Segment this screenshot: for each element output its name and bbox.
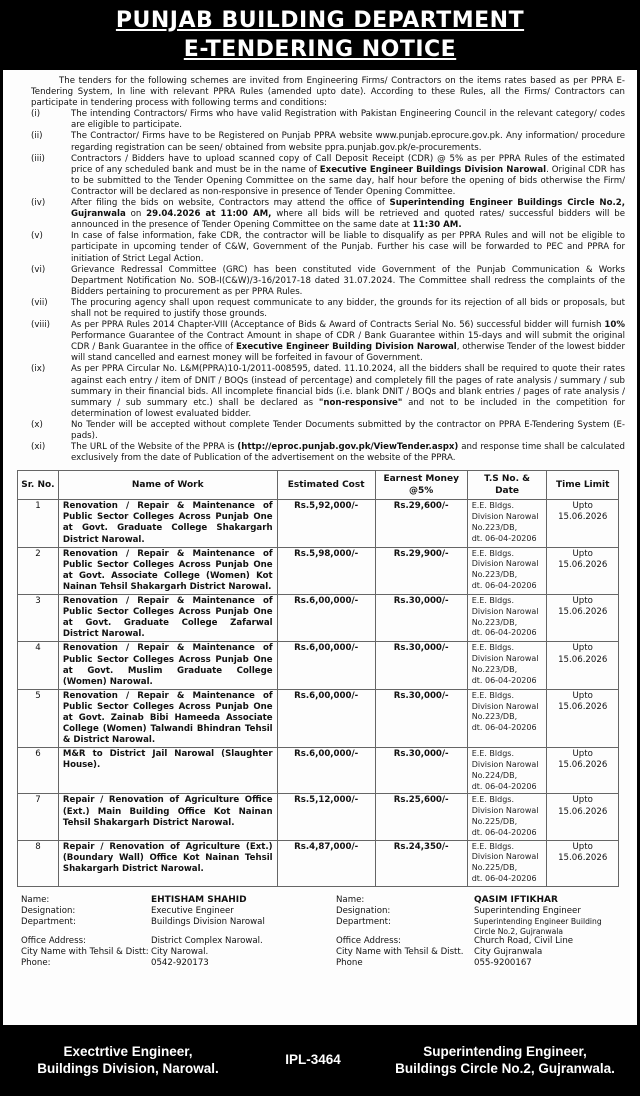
ts-no-date-cell: E.E. Bldgs. Division Narowal No.223/DB, dt. 06-04-20206 (467, 642, 547, 689)
left-designation-label: Designation: (21, 906, 76, 917)
sr-no-cell: 2 (18, 547, 59, 594)
clause-number: (viii) (31, 320, 50, 331)
footer-ipl-code: IPL-3464 (285, 1052, 341, 1067)
estimated-cost-cell: Rs.5,12,000/- (277, 794, 375, 840)
left-designation: Executive Engineer (151, 906, 234, 917)
right-designation-label: Designation: (336, 906, 391, 917)
table-row (18, 840, 619, 886)
ts-no-date-cell: E.E. Bldgs. Division Narowal No.223/DB, dt. 06-04-20206 (467, 689, 547, 747)
notice-title: E-TENDERING NOTICE (183, 37, 457, 62)
header-ts-no-date: T.S No. & Date (467, 471, 547, 500)
term-clause (31, 231, 625, 264)
earnest-money-cell: Rs.30,000/- (375, 595, 467, 642)
clause-text: The Contractor/ Firms have to be Registered on Punjab PPRA website www.punjab.eprocure.gov.pk. Any information/ procedure regarding registration can be seen/ obtained from website ppra.punjab.gov.pk/e-procurements. (71, 131, 625, 153)
term-clause (31, 109, 625, 131)
left-city-label: City Name with Tehsil & Distt: (21, 947, 149, 958)
term-clause (31, 131, 625, 153)
name-of-work-cell: Renovation / Repair & Maintenance of Public Sector Colleges Across Punjab One at Govt. Graduate College Zafarwal District Narowal. (58, 595, 277, 642)
estimated-cost-cell: Rs.6,00,000/- (277, 748, 375, 794)
clause-text: After filing the bids on website, Contractors may attend the office of Superintending Engineer Buildings Circle No.2, Gujranwala on 29.04.2026 at 11:00 AM, where all bids will be retrieved and quoted rates/ successful bidders will be announced in the presence of Tender Opening Committee on the same date at 11:30 AM. (71, 198, 626, 231)
table-row (18, 500, 619, 547)
header-time-limit: Time Limit (547, 471, 619, 500)
clause-number: (vi) (31, 264, 46, 275)
clause-text: The procuring agency shall upon request communicate to any bidder, the grounds for its rejection of all bids or proposals, but shall not be required to justify those grounds. (71, 297, 625, 319)
clause-number: (iii) (31, 153, 45, 164)
left-name-label: Name: (21, 894, 50, 905)
term-clause (31, 442, 625, 464)
ts-no-date-cell: E.E. Bldgs. Division Narowal No.223/DB, dt. 06-04-20206 (467, 500, 547, 547)
term-clause (31, 298, 625, 320)
notice-body (3, 70, 637, 1025)
time-limit-cell: Upto 15.06.2026 (547, 500, 619, 547)
estimated-cost-cell: Rs.6,00,000/- (277, 642, 375, 689)
ts-no-date-cell: E.E. Bldgs. Division Narowal No.225/DB, dt. 06-04-20206 (467, 840, 547, 886)
name-of-work-cell: Repair / Renovation of Agriculture (Ext.) (Boundary Wall) Office Kot Nainan Tehsil Shakargarh District Narowal. (58, 840, 277, 886)
ts-no-date-cell: E.E. Bldgs. Division Narowal No.223/DB, dt. 06-04-20206 (467, 595, 547, 642)
estimated-cost-cell: Rs.6,00,000/- (277, 689, 375, 747)
term-clause (31, 320, 625, 364)
right-department: Superintending Engineer Building Circle No.2, Gujranwala (474, 917, 602, 936)
table-row (18, 748, 619, 794)
header-sr-no: Sr. No. (18, 471, 59, 500)
header-estimated-cost: Estimated Cost (277, 471, 375, 500)
terms-list (31, 109, 625, 464)
time-limit-cell: Upto 15.06.2026 (547, 547, 619, 594)
earnest-money-cell: Rs.25,600/- (375, 794, 467, 840)
left-department-label: Department: (21, 917, 76, 928)
sr-no-cell: 4 (18, 642, 59, 689)
sr-no-cell: 1 (18, 500, 59, 547)
sr-no-cell: 6 (18, 748, 59, 794)
time-limit-cell: Upto 15.06.2026 (547, 595, 619, 642)
estimated-cost-cell: Rs.4,87,000/- (277, 840, 375, 886)
name-of-work-cell: Renovation / Repair & Maintenance of Public Sector Colleges Across Punjab One at Govt. Associate College (Women) Kot Nainan Tehsil Shakargarh District Narowal. (58, 547, 277, 594)
left-phone: 0542-920173 (151, 958, 209, 969)
clause-text: Grievance Redressal Committee (GRC) has been constituted vide Government of the Punjab Communication & Works Department Notification No. SOB-I(C&W)/3-16/2017-18 dated 31.07.2024. The Committee shall redress the complaints of the Bidders pertaining to procurement as per PPRA Rules. (71, 264, 625, 297)
ts-no-date-cell: E.E. Bldgs. Division Narowal No.224/DB, dt. 06-04-20206 (467, 748, 547, 794)
notice-header (3, 0, 637, 70)
estimated-cost-cell: Rs.6,00,000/- (277, 595, 375, 642)
table-header-row (18, 471, 619, 500)
clause-number: (iv) (31, 198, 46, 209)
table-row (18, 689, 619, 747)
term-clause (31, 265, 625, 298)
right-city: City Gujranwala (474, 947, 543, 958)
clause-number: (xi) (31, 442, 46, 453)
term-clause (31, 420, 625, 442)
table-row (18, 794, 619, 840)
right-name-label: Name: (336, 894, 365, 905)
clause-text: Contractors / Bidders have to upload scanned copy of Call Deposit Receipt (CDR) @ 5% as per PPRA Rules of the estimated price of any scheduled bank and must be in the name of Executive Engineer Buildings Division Narowal. Original CDR has to be submitted to the Tender Opening Committee on the same day, half hour before the opening of bids otherwise the Firm/ Contractor will be declared as non-responsive in presence of Tender Opening Committee. (71, 153, 626, 197)
clause-number: (x) (31, 419, 43, 430)
left-address-label: Office Address: (21, 936, 86, 947)
header-earnest-money: Earnest Money @5% (375, 471, 467, 500)
name-of-work-cell: M&R to District Jail Narowal (Slaughter House). (58, 748, 277, 794)
header-name-of-work: Name of Work (58, 471, 277, 500)
right-phone: 055-9200167 (474, 958, 532, 969)
contact-details (21, 895, 625, 970)
clause-number: (vii) (31, 297, 48, 308)
footer-executive-engineer: Exectrtive Engineer, Buildings Division, Narowal. (37, 1043, 219, 1076)
clause-text: In case of false information, fake CDR, the contractor will be liable to disqualify as per PPRA Rules and will not be eligible to participate in upcoming tender of C&W, Government of the Punjab. Further his case will be forwarded to PEC and PPRA for initiation of Strict Legal Action. (71, 231, 625, 264)
earnest-money-cell: Rs.29,900/- (375, 547, 467, 594)
earnest-money-cell: Rs.29,600/- (375, 500, 467, 547)
clause-text: The intending Contractors/ Firms who have valid Registration with Pakistan Engineering Council in the relevant category/ codes are eligible to participate. (71, 109, 625, 131)
table-row (18, 642, 619, 689)
clause-text: As per PPRA Rules 2014 Chapter-VIII (Acceptance of Bids & Award of Contracts Serial No. 56) successful bidder will furnish 10% Performance Guarantee of the Contract Amount in shape of CDR / Bank Guarantee within 15-days and will submit the original CDR / Bank Guarantee in the office of Executive Engineer Building Division Narowal, otherwise Tender of the lowest bidder will stand cancelled and earnest money will be forfeited in favour of Government. (71, 320, 625, 364)
sr-no-cell: 3 (18, 595, 59, 642)
left-department: Buildings Division Narowal (151, 917, 265, 928)
intro-paragraph: The tenders for the following schemes are invited from Engineering Firms/ Contractors on the items rates based as per PPRA E-Tendering System, In line with relevant PPRA Rules (amended upto date). According to these Rules, all the Firms/ Contractors can participate in tendering process with following terms and conditions: (31, 76, 626, 109)
right-address: Church Road, Civil Line (474, 936, 574, 947)
clause-text: The URL of the Website of the PPRA is (http://eproc.punjab.gov.pk/ViewTender.aspx) and response time shall be calculated exclusively from the date of Publication of the advertisement on the website of the PPRA. (71, 442, 625, 464)
right-department-label: Department: (336, 917, 391, 928)
earnest-money-cell: Rs.30,000/- (375, 748, 467, 794)
left-name: EHTISHAM SHAHID (151, 894, 247, 905)
left-city: City Narowal. (151, 947, 209, 958)
ts-no-date-cell: E.E. Bldgs. Division Narowal No.223/DB, dt. 06-04-20206 (467, 547, 547, 594)
clause-number: (ix) (31, 364, 46, 375)
sr-no-cell: 5 (18, 689, 59, 747)
time-limit-cell: Upto 15.06.2026 (547, 840, 619, 886)
right-address-label: Office Address: (336, 936, 401, 947)
clause-number: (i) (31, 109, 41, 120)
term-clause (31, 364, 625, 419)
clause-text: No Tender will be accepted without complete Tender Documents submitted by the contractor on PPRA E-Tendering System (E-pads). (71, 419, 625, 441)
right-designation: Superintending Engineer (474, 906, 581, 917)
department-title: PUNJAB BUILDING DEPARTMENT (115, 8, 525, 33)
table-row (18, 595, 619, 642)
estimated-cost-cell: Rs.5,92,000/- (277, 500, 375, 547)
earnest-money-cell: Rs.30,000/- (375, 642, 467, 689)
right-city-label: City Name with Tehsil & Distt. (336, 947, 464, 958)
name-of-work-cell: Renovation / Repair & Maintenance of Public Sector Colleges Across Punjab One at Govt. Muslim Graduate College (Women) Narowal. (58, 642, 277, 689)
sr-no-cell: 7 (18, 794, 59, 840)
right-phone-label: Phone (336, 958, 363, 969)
clause-number: (v) (31, 231, 43, 242)
ts-no-date-cell: E.E. Bldgs. Division Narowal No.225/DB, dt. 06-04-20206 (467, 794, 547, 840)
right-name: QASIM IFTIKHAR (474, 894, 558, 905)
time-limit-cell: Upto 15.06.2026 (547, 794, 619, 840)
name-of-work-cell: Renovation / Repair & Maintenance of Public Sector Colleges Across Punjab One at Govt. Zainab Bibi Hameeda Associate College (Women) Talwandi Bhindran Tehsil & District Narowal. (58, 689, 277, 747)
table-row (18, 547, 619, 594)
left-address: District Complex Narowal. (151, 936, 263, 947)
term-clause (31, 198, 625, 231)
left-phone-label: Phone: (21, 958, 51, 969)
works-table (17, 470, 619, 887)
time-limit-cell: Upto 15.06.2026 (547, 642, 619, 689)
clause-number: (ii) (31, 131, 43, 142)
name-of-work-cell: Renovation / Repair & Maintenance of Public Sector Colleges Across Punjab One at Govt. Graduate College Shakargarh District Narowal. (58, 500, 277, 547)
name-of-work-cell: Repair / Renovation of Agriculture Office (Ext.) Main Building Office Kot Nainan Tehsil Shakargarh District Narowal. (58, 794, 277, 840)
clause-text: As per PPRA Circular No. L&M(PPRA)10-1/2011-008595, dated. 11.10.2024, all the bidders shall be required to quote their rates against each entry / item of DNIT / BOQs (instead of percentage) and completely fill the pages of rate analysis / summary / sub summary in their financial bids. All incomplete financial bids (i.e. blank DNIT / BOQs and blank entries / pages of rate analysis / summary / sub summary etc.) shall be declared as "non-responsive" and not to be included in the competition for determination of lowest evaluated bidder. (71, 364, 625, 419)
time-limit-cell: Upto 15.06.2026 (547, 689, 619, 747)
earnest-money-cell: Rs.30,000/- (375, 689, 467, 747)
earnest-money-cell: Rs.24,350/- (375, 840, 467, 886)
sr-no-cell: 8 (18, 840, 59, 886)
term-clause (31, 154, 625, 198)
time-limit-cell: Upto 15.06.2026 (547, 748, 619, 794)
footer-superintending-engineer: Superintending Engineer, Buildings Circle No.2, Gujranwala. (395, 1043, 615, 1076)
notice-footer (3, 1025, 637, 1094)
estimated-cost-cell: Rs.5,98,000/- (277, 547, 375, 594)
